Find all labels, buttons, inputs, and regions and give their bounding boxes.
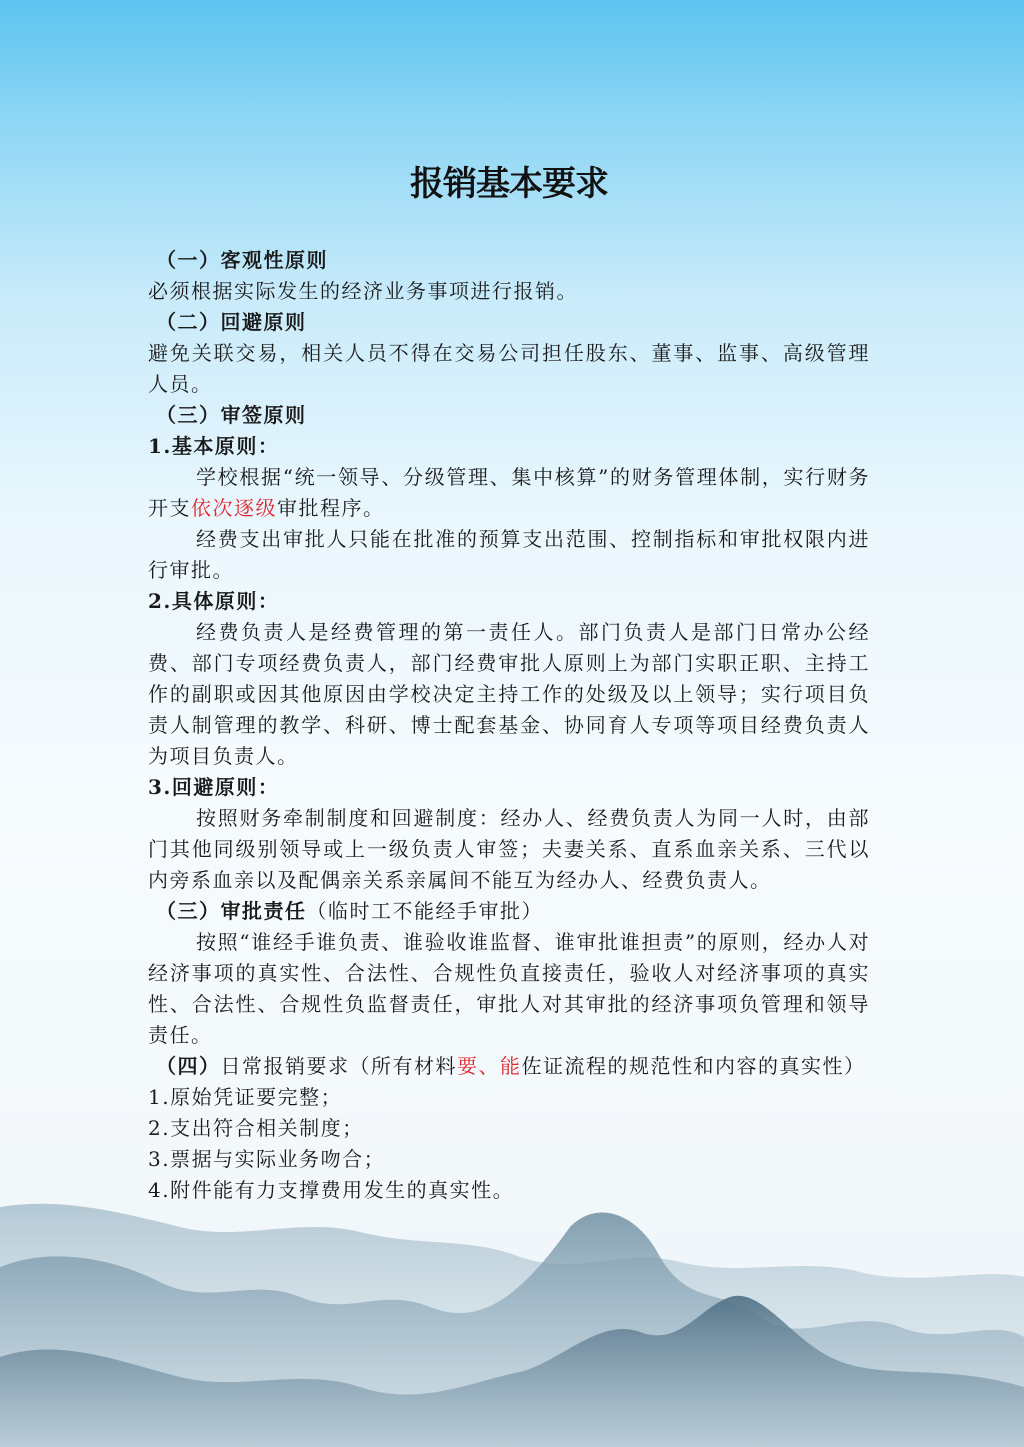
text-run: 审批程序。: [277, 496, 385, 520]
section-daily-reimbursement-intro: [156, 1051, 870, 1082]
subheading-basic-principle: 1.基本原则：: [148, 434, 280, 458]
paragraph-specific-principle: 经费负责人是经费管理的第一责任人。部门负责人是部门日常办公经费、部门专项经费负责人，部门经费审批人原则上为部门实职正职、主持工作的副职或因其他原因由学校决定主持工作的处级及以上领导；实行项目负责人制管理的教学、科研、博士配套基金、协同育人专项等项目经费负责人为项目负责人。: [148, 620, 870, 768]
page-title: 报销基本要求: [410, 164, 608, 204]
section-heading-avoidance: （二）回避原则: [156, 310, 307, 334]
list-item: 4.附件能有力支撑费用发生的真实性。: [148, 1178, 515, 1202]
paragraph-basic-principle-1: [148, 462, 870, 524]
section-body-objectivity: 必须根据实际发生的经济业务事项进行报销。: [148, 279, 578, 303]
heading-note: （临时工不能经手审批）: [306, 899, 543, 923]
highlighted-text: 要、能: [457, 1054, 522, 1078]
list-item: 2.支出符合相关制度；: [148, 1116, 364, 1140]
paragraph-basic-principle-2: 经费支出审批人只能在批准的预算支出范围、控制指标和审批权限内进行审批。: [148, 527, 870, 582]
section-body-avoidance: 避免关联交易，相关人员不得在交易公司担任股东、董事、监事、高级管理人员。: [148, 341, 870, 396]
section-heading-signing: （三）审签原则: [156, 403, 307, 427]
mountain-landscape-image: [0, 1187, 1024, 1447]
heading-text: （三）审批责任: [156, 899, 307, 923]
text-run: 日常报销要求（所有材料: [220, 1054, 457, 1078]
list-item: 3.票据与实际业务吻合；: [148, 1147, 386, 1171]
section-heading-approval-responsibility: [156, 896, 870, 927]
document-body: [148, 150, 870, 1206]
heading-text: （四）: [156, 1054, 221, 1078]
subheading-avoidance-principle: 3.回避原则：: [148, 775, 280, 799]
text-run: 佐证流程的规范性和内容的真实性）: [521, 1054, 866, 1078]
section-heading-objectivity: （一）客观性原则: [156, 248, 328, 272]
paragraph-approval-responsibility: 按照“谁经手谁负责、谁验收谁监督、谁审批谁担责”的原则，经办人对经济事项的真实性、合法性、合规性负直接责任，验收人对经济事项的真实性、合法性、合规性负监督责任，审批人对其审批的经济事项负管理和领导责任。: [148, 930, 870, 1047]
paragraph-avoidance-principle: 按照财务牵制制度和回避制度：经办人、经费负责人为同一人时，由部门其他同级别领导或上一级负责人审签；夫妻关系、直系血亲关系、三代以内旁系血亲以及配偶亲关系亲属间不能互为经办人、经费负责人。: [148, 806, 870, 892]
subheading-specific-principle: 2.具体原则：: [148, 589, 280, 613]
list-item: 1.原始凭证要完整；: [148, 1085, 343, 1109]
highlighted-text: 依次逐级: [191, 496, 277, 520]
text-run: 学校根据“统一领导、分级管理、集中核算”的财务管理体制，实行财务开支: [148, 465, 870, 520]
